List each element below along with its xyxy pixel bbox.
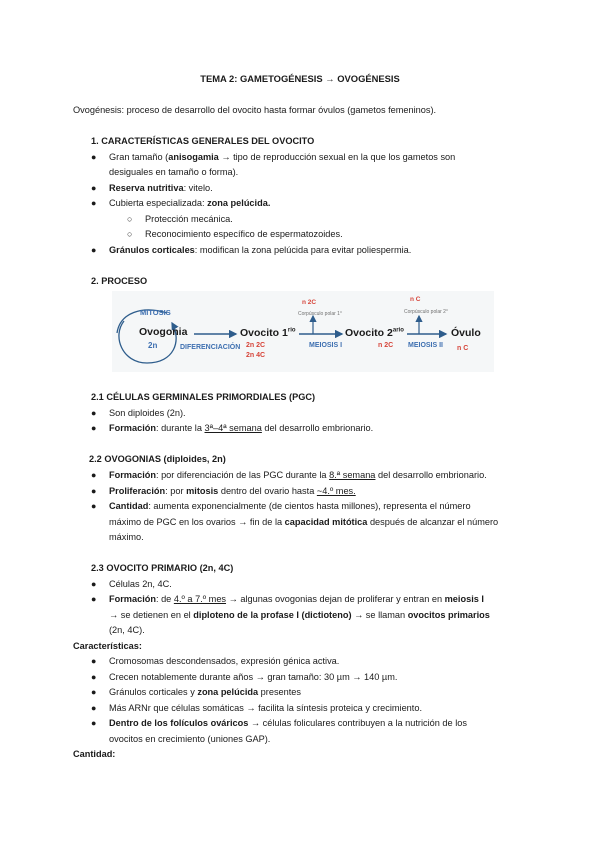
bullet-icon: ● [91, 656, 97, 666]
mitosis-label: MITOSIS [140, 308, 171, 317]
bullet-icon: ● [91, 245, 97, 255]
bullet-icon: ● [91, 501, 97, 511]
s22-bullet-2: Proliferación: por mitosis dentro del ovario hasta ~4.º mes. [109, 486, 356, 496]
ovulo-ploidy: n C [457, 345, 469, 352]
car-bullet-5: Dentro de los folículos ováricos → células foliculares contribuyen a la nutrición de los [109, 718, 467, 728]
s1-bullet-4: Gránulos corticales: modifican la zona pelúcida para evitar poliespermia. [109, 245, 412, 255]
differentiation-label: DIFERENCIACIÓN [180, 344, 241, 351]
ovocito-1-label: Ovocito $1^{rio}$ [240, 327, 296, 339]
bullet-icon: ● [91, 470, 97, 480]
s1-sub-bullet-2: Reconocimiento específico de espermatozoides. [145, 229, 343, 239]
bullet-icon: ● [91, 198, 97, 208]
bullet-icon: ● [91, 703, 97, 713]
s22-bullet-1: Formación: por diferenciación de las PGC durante la 8.ª semana del desarrollo embrionario. [109, 470, 487, 480]
s21-bullet-1: Son diploides (2n). [109, 408, 186, 418]
ovogonia-label: Ovogonia [139, 326, 188, 338]
bullet-icon: ● [91, 152, 97, 162]
s21-bullet-2: Formación: durante la 3ª–4ª semana del desarrollo embrionario. [109, 423, 374, 433]
caracteristicas-heading: Características: [73, 641, 142, 651]
bullet-icon: ● [91, 408, 97, 418]
ovocito-2-label: Ovocito $2^{ario}$ [345, 327, 404, 339]
ovulo-label: Óvulo [451, 327, 481, 339]
polar-body-1-ploidy: n 2C [302, 299, 317, 306]
section-2-3-heading: 2.3 OVOCITO PRIMARIO (2n, 4C) [91, 563, 234, 573]
s1-sub-bullet-1: Protección mecánica. [145, 214, 233, 224]
s23-bullet-2-line2: → se detienen en el diploteno de la profase I (dictioteno) → se llaman ovocitos primarios [109, 610, 490, 620]
section-1-heading: 1. CARACTERÍSTICAS GENERALES DEL OVOCITO [91, 136, 315, 146]
polar-body-2-ploidy: n C [410, 296, 421, 303]
s23-bullet-2-line3: (2n, 4C). [109, 625, 145, 635]
bullet-icon: ● [91, 718, 97, 728]
bullet-icon: ● [91, 672, 97, 682]
s23-bullet-2: Formación: de 4.º a 7.º mes → algunas ovogonias dejan de proliferar y entran en meiosis I [109, 594, 484, 604]
bullet-icon: ● [91, 423, 97, 433]
s22-bullet-3-line2: máximo de PGC en los ovarios → fin de la capacidad mitótica después de alcanzar el número [109, 517, 499, 527]
s22-bullet-3: Cantidad: aumenta exponencialmente (de cientos hasta millones), representa el número [109, 501, 471, 511]
ovocito-1-ploidy-a: 2n 2C [246, 342, 266, 349]
cantidad-heading: Cantidad: [73, 749, 116, 759]
polar-body-1-label: Corpúsculo polar 1° [298, 311, 342, 317]
car-bullet-4: Más ARNr que células somáticas → facilita la síntesis proteica y crecimiento. [109, 703, 423, 713]
polar-body-2-label: Corpúsculo polar 2° [404, 309, 448, 315]
sub-bullet-icon: ○ [127, 214, 133, 224]
ovocito-1-ploidy-b: 2n 4C [246, 352, 266, 359]
section-2-1-heading: 2.1 CÉLULAS GERMINALES PRIMORDIALES (PGC) [91, 392, 316, 402]
s1-bullet-1: Gran tamaño (anisogamia → tipo de reproducción sexual en la que los gametos son [109, 152, 456, 162]
ovocito-2-ploidy: n 2C [378, 342, 394, 349]
s23-bullet-1: Células 2n, 4C. [109, 579, 172, 589]
process-diagram [112, 291, 494, 372]
bullet-icon: ● [91, 579, 97, 589]
ovogonia-ploidy: 2n [148, 341, 158, 350]
page-title: TEMA 2: GAMETOGÉNESIS → OVOGÉNESIS [200, 73, 400, 84]
bullet-icon: ● [91, 486, 97, 496]
bullet-icon: ● [91, 183, 97, 193]
car-bullet-1: Cromosomas descondensados, expresión génica activa. [109, 656, 340, 666]
s1-bullet-3: Cubierta especializada: zona pelúcida. [109, 198, 271, 208]
sub-bullet-icon: ○ [127, 229, 133, 239]
car-bullet-2: Crecen notablemente durante años → gran tamaño: 30 µm → 140 µm. [109, 672, 398, 682]
s1-bullet-1-line2: desiguales en tamaño o forma). [109, 167, 239, 177]
section-2-heading: 2. PROCESO [91, 276, 148, 286]
meiosis-1-label: MEIOSIS I [309, 342, 343, 349]
intro-text: Ovogénesis: proceso de desarrollo del ovocito hasta formar óvulos (gametos femeninos). [73, 105, 437, 115]
car-bullet-5-line2: ovocitos en crecimiento (uniones GAP). [109, 734, 271, 744]
car-bullet-3: Gránulos corticales y zona pelúcida presentes [109, 687, 302, 697]
s22-bullet-3-line3: máximo. [109, 532, 144, 542]
bullet-icon: ● [91, 594, 97, 604]
bullet-icon: ● [91, 687, 97, 697]
section-2-2-heading: 2.2 OVOGONIAS (diploides, 2n) [89, 454, 226, 464]
meiosis-2-label: MEIOSIS II [408, 342, 444, 349]
s1-bullet-2: Reserva nutritiva: vitelo. [109, 183, 213, 193]
